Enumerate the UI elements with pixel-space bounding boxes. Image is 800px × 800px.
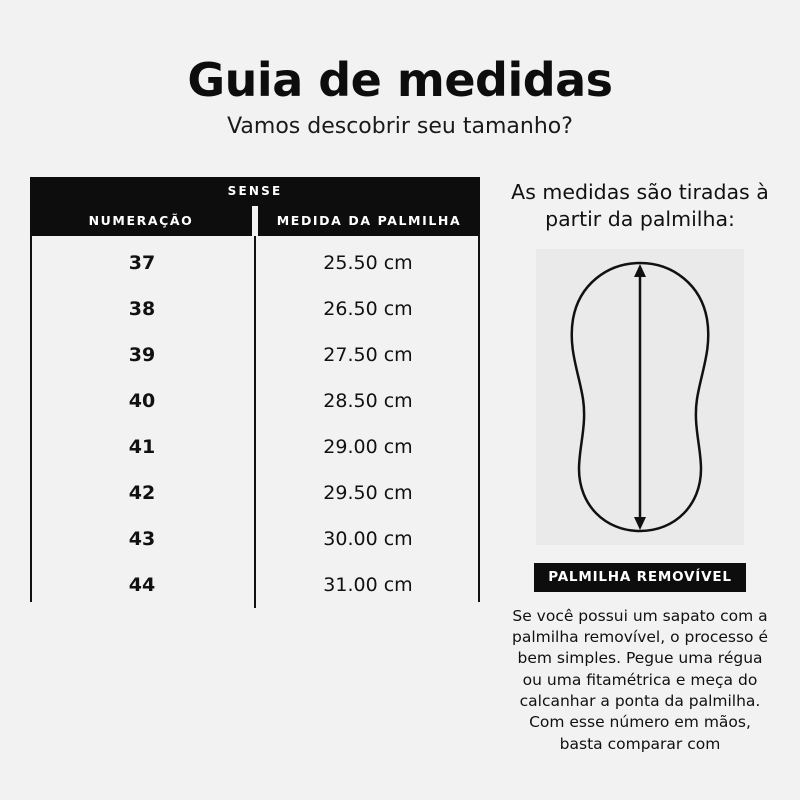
cell-size: 40	[30, 378, 255, 424]
insole-badge: PALMILHA REMOVÍVEL	[534, 563, 746, 592]
insole-diagram-icon	[555, 257, 725, 537]
page-subtitle: Vamos descobrir seu tamanho?	[227, 114, 573, 140]
cell-measure: 27.50 cm	[323, 344, 413, 367]
cell-size: 41	[30, 424, 255, 470]
table-row	[30, 470, 480, 516]
size-table-column	[28, 177, 482, 608]
insole-illustration-panel	[536, 249, 744, 545]
page-title: Guia de medidas	[187, 53, 613, 107]
cell-size: 43	[30, 516, 255, 562]
size-table	[30, 177, 480, 608]
cell-measure: 25.50 cm	[323, 252, 413, 275]
page-header	[0, 0, 800, 139]
cell-measure: 26.50 cm	[323, 298, 413, 321]
size-table-wrapper	[30, 177, 482, 608]
column-header-numeracao: NUMERAÇÃO	[30, 206, 255, 236]
instructions-heading: As medidas são tiradas à partir da palmilha:	[511, 180, 769, 231]
cell-size: 42	[30, 470, 255, 516]
instructions-column	[482, 177, 772, 755]
cell-measure: 28.50 cm	[323, 390, 413, 413]
table-row	[30, 286, 480, 332]
table-brand-row	[30, 177, 480, 206]
table-row	[30, 378, 480, 424]
cell-size: 39	[30, 332, 255, 378]
table-header-row	[30, 206, 480, 236]
cell-size: 44	[30, 562, 255, 608]
main-content	[0, 139, 800, 755]
table-row	[30, 236, 480, 286]
size-table-body	[30, 236, 480, 608]
cell-measure: 29.00 cm	[323, 436, 413, 459]
cell-size: 37	[30, 236, 255, 286]
table-row	[30, 332, 480, 378]
cell-measure: 30.00 cm	[323, 528, 413, 551]
cell-size: 38	[30, 286, 255, 332]
table-row	[30, 516, 480, 562]
column-header-medida: MEDIDA DA PALMILHA	[255, 206, 480, 236]
table-row	[30, 562, 480, 608]
instructions-paragraph: Se você possui um sapato com a palmilha removível, o processo é bem simples. Pegue uma régua ou uma fitamétrica e meça do calcanhar a ponta da palmilha. Com esse número em mãos, basta comparar com	[511, 606, 769, 753]
cell-measure: 31.00 cm	[323, 574, 413, 597]
cell-measure: 29.50 cm	[323, 482, 413, 505]
brand-label: SENSE	[30, 177, 480, 206]
table-row	[30, 424, 480, 470]
